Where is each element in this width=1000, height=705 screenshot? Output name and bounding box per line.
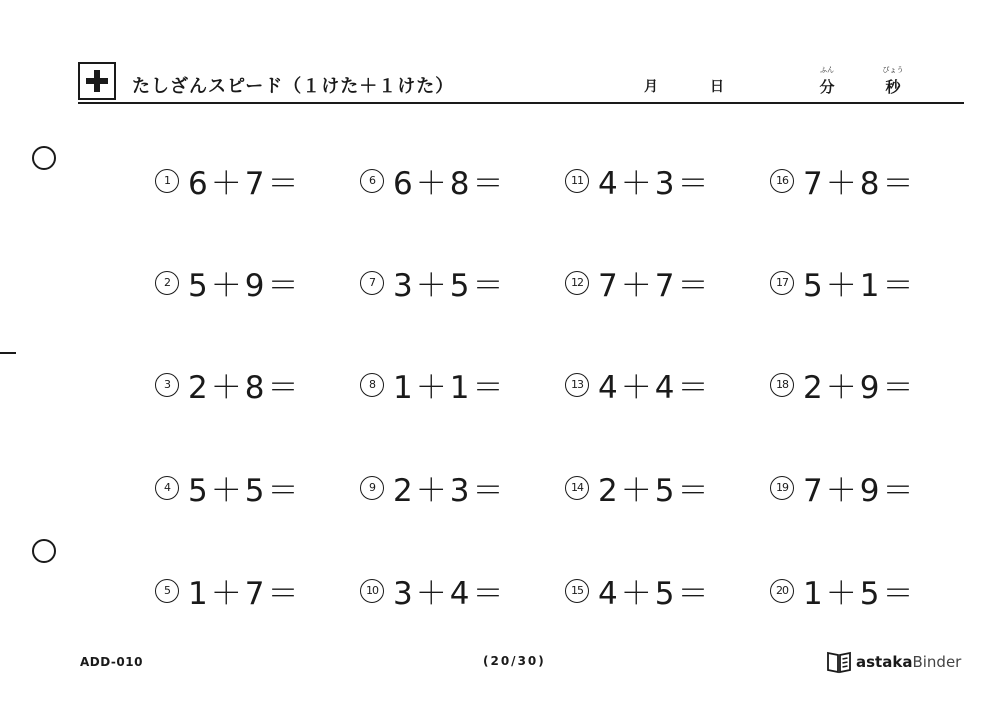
worksheet-header — [78, 62, 964, 104]
problem-8 — [360, 362, 506, 407]
problem-5 — [155, 568, 301, 613]
problem-12 — [565, 260, 711, 305]
minute-ruby: ふん — [820, 66, 834, 74]
problem-expression: 6＋8＝ — [393, 166, 507, 202]
problem-number: 17 — [770, 271, 794, 295]
problem-11 — [565, 158, 711, 203]
problem-number: 14 — [565, 476, 589, 500]
problem-expression: 6＋7＝ — [188, 166, 302, 202]
problem-expression: 2＋5＝ — [598, 473, 712, 509]
problem-number: 9 — [360, 476, 384, 500]
problem-expression: 2＋3＝ — [393, 473, 507, 509]
brand-name-bold: astaka — [856, 653, 913, 671]
problem-number: 8 — [360, 373, 384, 397]
minute-label: 分 — [819, 78, 835, 96]
problem-number: 7 — [360, 271, 384, 295]
center-fold-mark — [0, 352, 16, 354]
brand-name-light: Binder — [912, 653, 962, 671]
month-label: 月 — [644, 79, 658, 95]
problem-number: 1 — [155, 169, 179, 193]
problem-expression: 3＋4＝ — [393, 576, 507, 612]
problem-expression: 1＋5＝ — [803, 576, 917, 612]
problem-10 — [360, 568, 506, 613]
problem-expression: 1＋7＝ — [188, 576, 302, 612]
binder-book-icon — [826, 650, 852, 674]
problem-3 — [155, 362, 301, 407]
problem-2 — [155, 260, 301, 305]
problem-expression: 3＋5＝ — [393, 268, 507, 304]
worksheet-title: たしざんスピード（１けた＋１けた） — [132, 76, 455, 97]
problem-expression: 4＋4＝ — [598, 370, 712, 406]
problem-19 — [770, 465, 916, 510]
problem-number: 16 — [770, 169, 794, 193]
problem-number: 2 — [155, 271, 179, 295]
problem-20 — [770, 568, 916, 613]
second-label: 秒 — [885, 78, 901, 96]
binder-hole-top — [32, 146, 56, 170]
problem-expression: 7＋7＝ — [598, 268, 712, 304]
problem-number: 18 — [770, 373, 794, 397]
problem-number: 6 — [360, 169, 384, 193]
problem-14 — [565, 465, 711, 510]
problem-expression: 2＋9＝ — [803, 370, 917, 406]
problem-number: 10 — [360, 579, 384, 603]
problem-4 — [155, 465, 301, 510]
problem-expression: 4＋5＝ — [598, 576, 712, 612]
problem-9 — [360, 465, 506, 510]
problem-17 — [770, 260, 916, 305]
problem-expression: 5＋9＝ — [188, 268, 302, 304]
problem-expression: 2＋8＝ — [188, 370, 302, 406]
day-label: 日 — [710, 79, 724, 95]
worksheet-code: ADD-010 — [80, 655, 143, 669]
problem-expression: 4＋3＝ — [598, 166, 712, 202]
problem-number: 12 — [565, 271, 589, 295]
problem-7 — [360, 260, 506, 305]
problem-number: 13 — [565, 373, 589, 397]
problem-number: 11 — [565, 169, 589, 193]
problem-16 — [770, 158, 916, 203]
brand-logo — [826, 650, 961, 674]
page-indicator: (20/30) — [483, 654, 546, 668]
problem-15 — [565, 568, 711, 613]
problem-number: 5 — [155, 579, 179, 603]
binder-hole-bottom — [32, 539, 56, 563]
problem-6 — [360, 158, 506, 203]
plus-icon — [78, 62, 116, 100]
problem-1 — [155, 158, 301, 203]
problem-number: 3 — [155, 373, 179, 397]
problem-expression: 7＋8＝ — [803, 166, 917, 202]
problem-number: 19 — [770, 476, 794, 500]
problem-13 — [565, 362, 711, 407]
problem-number: 20 — [770, 579, 794, 603]
problem-expression: 5＋5＝ — [188, 473, 302, 509]
problem-18 — [770, 362, 916, 407]
problem-number: 4 — [155, 476, 179, 500]
problem-expression: 5＋1＝ — [803, 268, 917, 304]
problem-expression: 7＋9＝ — [803, 473, 917, 509]
problem-number: 15 — [565, 579, 589, 603]
problem-expression: 1＋1＝ — [393, 370, 507, 406]
second-ruby: びょう — [882, 66, 904, 74]
